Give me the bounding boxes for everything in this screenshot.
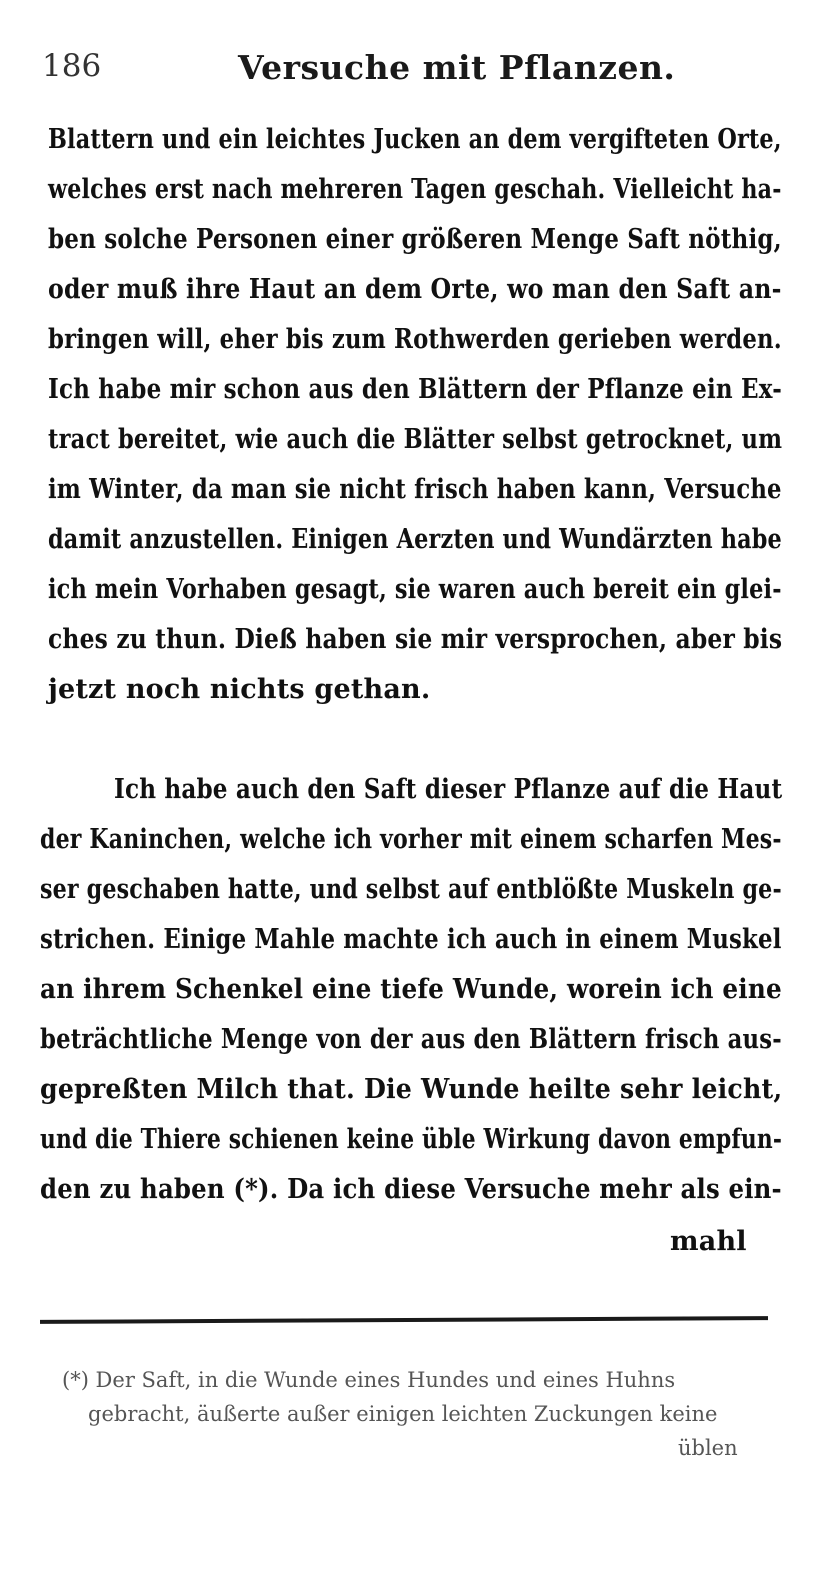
text-line: oder muß ihre Haut an dem Orte, wo man den Saft an- — [48, 274, 782, 305]
running-head: Versuche mit Pflanzen. — [238, 48, 676, 87]
text-line: ben solche Personen einer größeren Menge Saft nöthig, — [48, 224, 782, 255]
catchword: mahl — [670, 1226, 747, 1257]
text-line: ich mein Vorhaben gesagt, sie waren auch bereit ein glei- — [48, 574, 782, 605]
text-line: tract bereitet, wie auch die Blätter selbst getrocknet, um — [48, 424, 783, 455]
text-line: im Winter, da man sie nicht frisch haben kann, Versuche — [48, 474, 782, 505]
text-line: jetzt noch nichts gethan. — [48, 674, 431, 705]
text-line: welches erst nach mehreren Tagen geschah. Vielleicht ha- — [48, 174, 782, 205]
footnote-line: üblen — [678, 1436, 738, 1460]
text-line: und die Thiere schienen keine üble Wirkung davon empfun- — [40, 1124, 783, 1155]
text-line: der Kaninchen, welche ich vorher mit einem scharfen Mes- — [40, 824, 782, 855]
text-line: bringen will, eher bis zum Rothwerden gerieben werden. — [48, 324, 782, 355]
text-line: ches zu thun. Dieß haben sie mir versprochen, aber bis — [48, 624, 783, 655]
text-line: beträchtliche Menge von der aus den Blättern frisch aus- — [40, 1024, 782, 1055]
footnote-line: gebracht, äußerte außer einigen leichten Zuckungen keine — [88, 1402, 718, 1426]
text-line: Blattern und ein leichtes Jucken an dem vergifteten Orte, — [48, 124, 782, 155]
text-line: strichen. Einige Mahle machte ich auch in einem Muskel — [40, 924, 782, 955]
footnote-rule — [40, 1316, 768, 1324]
footnote-line: (*) Der Saft, in die Wunde eines Hundes und eines Huhns — [62, 1368, 676, 1392]
page-number: 186 — [42, 48, 102, 84]
text-line: Ich habe auch den Saft dieser Pflanze auf die Haut — [114, 774, 783, 805]
text-line: an ihrem Schenkel eine tiefe Wunde, worein ich eine — [40, 974, 782, 1005]
text-line: damit anzustellen. Einigen Aerzten und Wundärzten habe — [48, 524, 782, 555]
text-line: ser geschaben hatte, und selbst auf entblößte Muskeln ge- — [40, 874, 782, 905]
text-line: den zu haben (*). Da ich diese Versuche mehr als ein- — [40, 1174, 782, 1205]
text-line: Ich habe mir schon aus den Blättern der Pflanze ein Ex- — [48, 374, 782, 405]
text-line: gepreßten Milch that. Die Wunde heilte sehr leicht, — [40, 1074, 783, 1105]
